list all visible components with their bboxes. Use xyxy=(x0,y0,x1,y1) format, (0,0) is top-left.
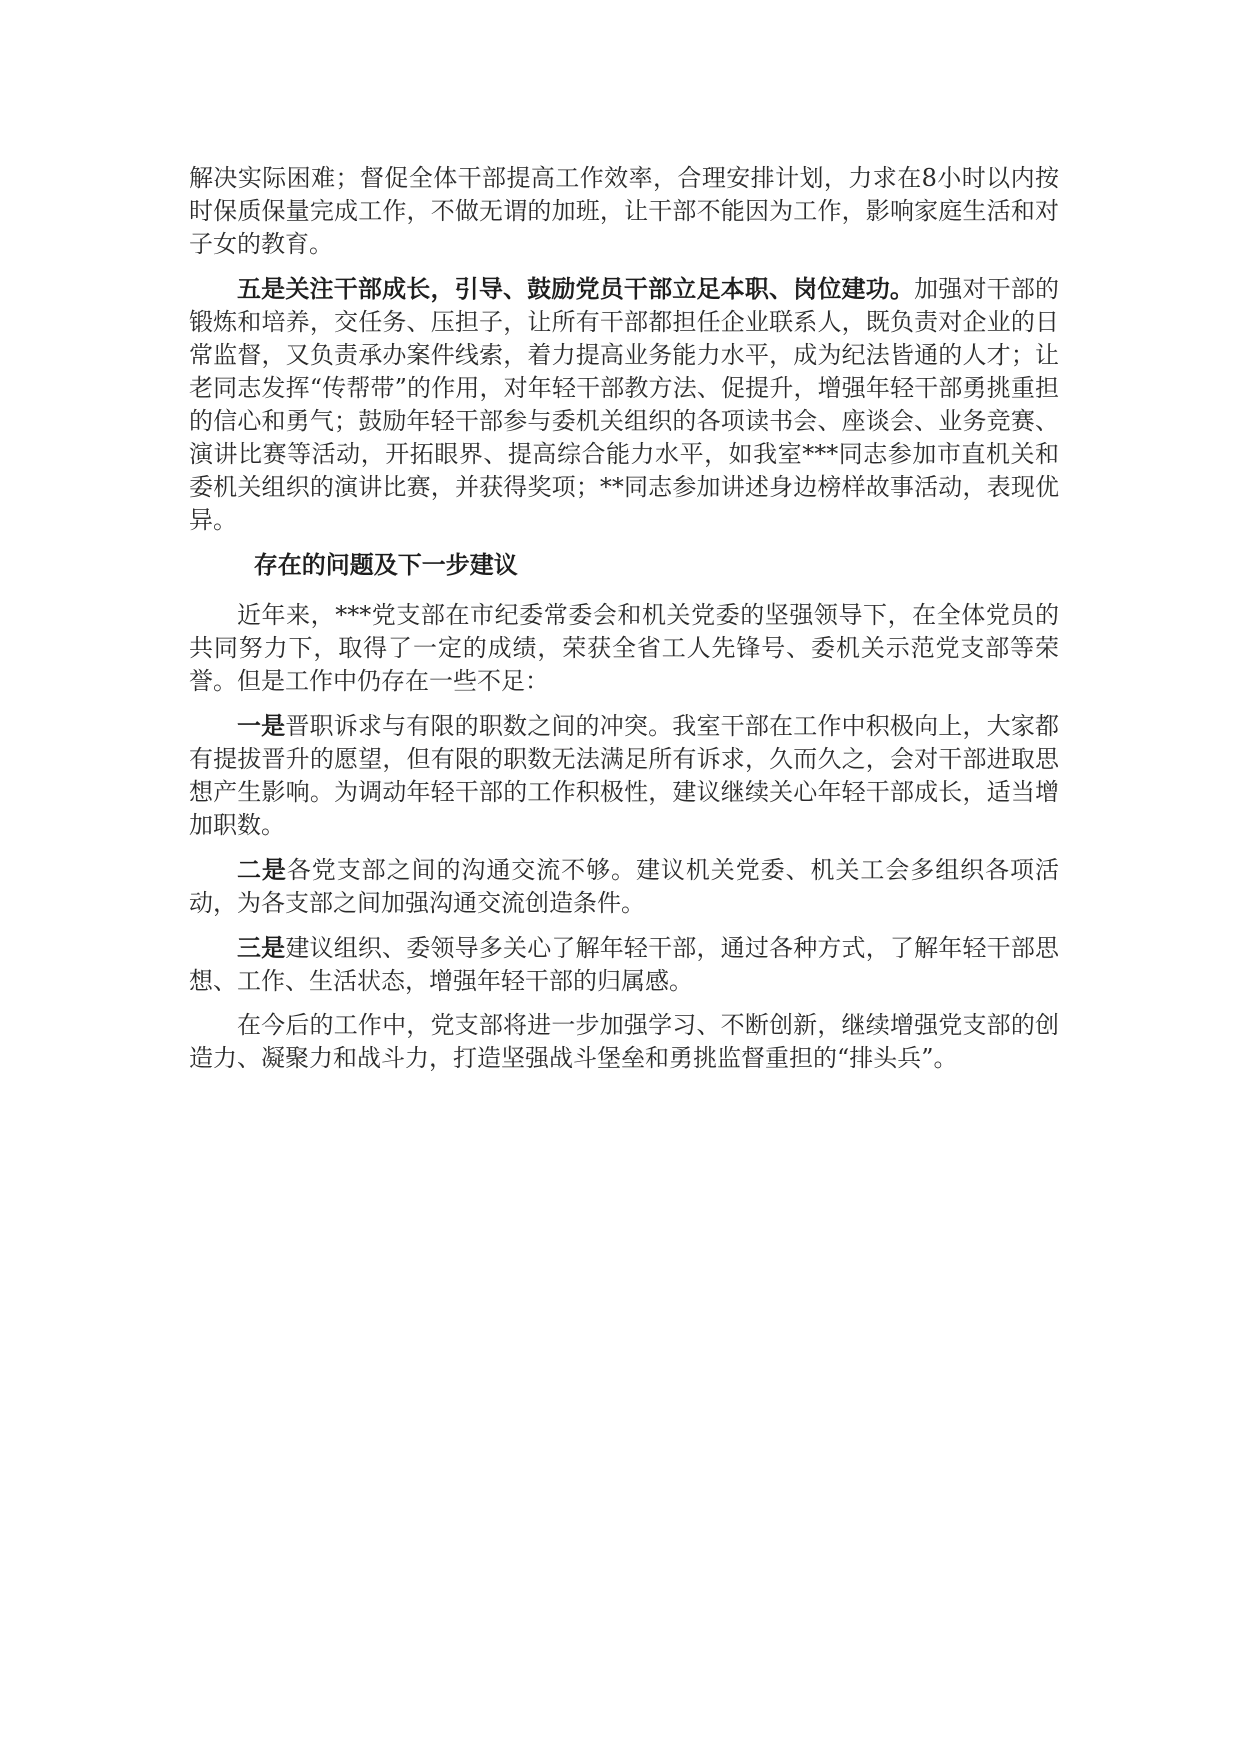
paragraph-intro-text: 近年来，***党支部在市纪委常委会和机关党委的坚强领导下，在全体党员的共同努力下，取得了一定的成绩，荣获全省工人先锋号、委机关示范党支部等荣誉。但是工作中仍存在一些不足： xyxy=(189,601,1059,695)
item-two-lead: 二是 xyxy=(237,855,287,884)
paragraph-closing xyxy=(189,1009,1059,1075)
paragraph-closing-text: 在今后的工作中，党支部将进一步加强学习、不断创新，继续增强党支部的创造力、凝聚力和战斗力，打造坚强战斗堡垒和勇挑监督重担的“排头兵”。 xyxy=(189,1011,1059,1072)
paragraph-intro xyxy=(189,599,1059,698)
item-one-lead: 一是 xyxy=(237,711,286,740)
item-five-body: 加强对干部的锻炼和培养，交任务、压担子，让所有干部都担任企业联系人，既负责对企业的日常监督，又负责承办案件线索，着力提高业务能力水平，成为纪法皆通的人才；让老同志发挥“传帮带”的作用，对年轻干部教方法、促提升，增强年轻干部勇挑重担的信心和勇气；鼓励年轻干部参与委机关组织的各项读书会、座谈会、业务竞赛、演讲比赛等活动，开拓眼界、提高综合能力水平，如我室***同志参加市直机关和委机关组织的演讲比赛，并获得奖项；**同志参加讲述身边榜样故事活动，表现优异。 xyxy=(189,275,1060,534)
paragraph-item-three xyxy=(189,931,1059,998)
item-two-body: 各党支部之间的沟通交流不够。建议机关党委、机关工会多组织各项活动，为各支部之间加强沟通交流创造条件。 xyxy=(189,856,1059,917)
paragraph-continuation-text: 解决实际困难；督促全体干部提高工作效率，合理安排计划，力求在8小时以内按时保质保量完成工作，不做无谓的加班，让干部不能因为工作，影响家庭生活和对子女的教育。 xyxy=(189,164,1059,258)
section-heading: 存在的问题及下一步建议 xyxy=(253,550,518,579)
item-one-body: 晋职诉求与有限的职数之间的冲突。我室干部在工作中积极向上，大家都有提拔晋升的愿望，但有限的职数无法满足所有诉求，久而久之，会对干部进取思想产生影响。为调动年轻干部的工作积极性，建议继续关心年轻干部成长，适当增加职数。 xyxy=(189,712,1060,839)
paragraph-item-five xyxy=(189,272,1059,537)
document-body xyxy=(189,162,1059,1086)
paragraph-item-two xyxy=(189,853,1059,920)
item-five-lead: 五是关注干部成长，引导、鼓励党员干部立足本职、岗位建功。 xyxy=(237,274,915,303)
item-three-lead: 三是 xyxy=(237,933,286,962)
paragraph-item-one xyxy=(189,709,1059,842)
item-three-body: 建议组织、委领导多关心了解年轻干部，通过各种方式，了解年轻干部思想、工作、生活状态，增强年轻干部的归属感。 xyxy=(189,934,1060,995)
paragraph-continuation xyxy=(189,162,1059,261)
